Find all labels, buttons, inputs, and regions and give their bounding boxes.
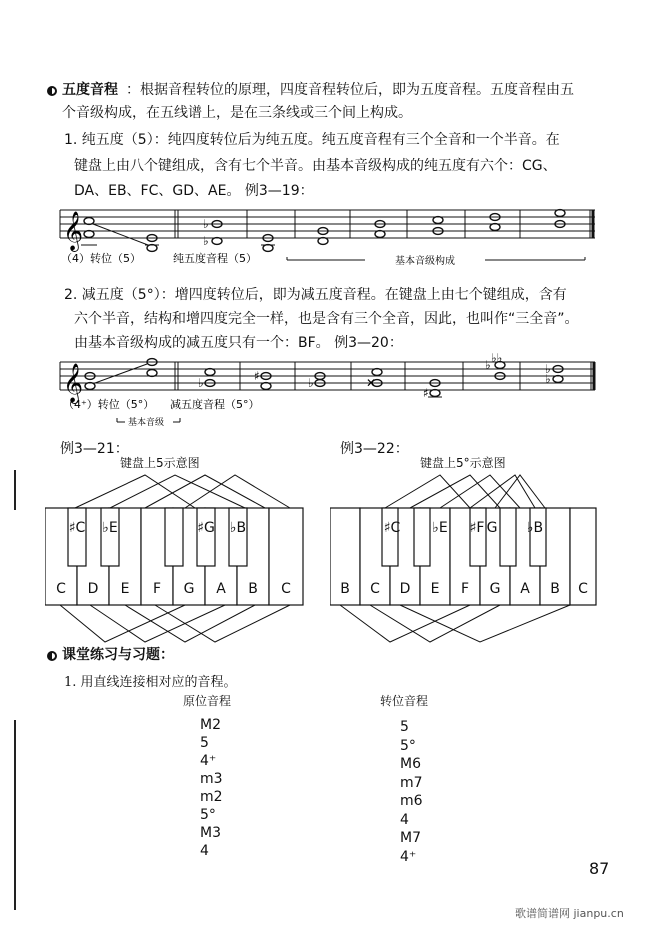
svg-text:♭♭: ♭♭ xyxy=(491,352,503,365)
watermark: 歌谱简谱网 jianpu.cn xyxy=(515,907,624,920)
svg-text:B: B xyxy=(340,581,350,597)
svg-text:♯F: ♯F xyxy=(469,520,485,536)
example-label-3-21: 例3—21： xyxy=(60,441,129,457)
svg-text:C: C xyxy=(370,581,380,597)
item2-text: 六个半音，结构和增四度完全一样，也是含有三个全音，因此，也叫作“三全音”。 xyxy=(74,311,579,327)
interval-item: m2 xyxy=(200,789,223,805)
interval-item: 4⁺ xyxy=(200,753,217,769)
svg-text:B: B xyxy=(550,581,560,597)
staff-caption: 基本音级 xyxy=(128,418,165,428)
interval-item: M3 xyxy=(200,825,221,841)
column-header-original: 原位音程 xyxy=(183,694,232,708)
example-label-3-22: 例3—22： xyxy=(340,441,409,457)
svg-text:D: D xyxy=(87,581,99,597)
item2-text: 由基本音级构成的减五度只有一个：BF。 例3—20： xyxy=(74,335,403,351)
item2-text: 2. 减五度（5°）：增四度转位后，即为减五度音程。在键盘上由七个键组成，含有 xyxy=(64,287,567,303)
interval-item: m6 xyxy=(400,793,423,809)
svg-text:♯C: ♯C xyxy=(68,520,86,536)
section-text: ：根据音程转位的原理，四度音程转位后，即为五度音程。五度音程由五 xyxy=(126,82,574,98)
svg-text:♯G: ♯G xyxy=(197,520,215,536)
svg-text:B: B xyxy=(248,581,258,597)
svg-text:♭: ♭ xyxy=(545,362,551,376)
svg-text:♭B: ♭B xyxy=(526,520,544,536)
svg-text:F: F xyxy=(460,581,470,597)
item1-text: DA、EB、FC、GD、AE。 例3—19： xyxy=(74,183,314,199)
item1-text: 键盘上由八个键组成，含有七个半音。由基本音级构成的纯五度有六个：CG、 xyxy=(74,158,557,174)
treble-clef-icon: 𝄞 xyxy=(63,211,84,251)
svg-text:♯C: ♯C xyxy=(383,520,401,536)
section-heading-fifth: 五度音程 xyxy=(62,82,118,98)
svg-text:♯: ♯ xyxy=(423,386,429,400)
svg-text:♭: ♭ xyxy=(485,358,491,372)
keyboard-diagram-diminished-fifth xyxy=(330,470,598,645)
exercise-question: 1. 用直线连接相对应的音程。 xyxy=(64,675,237,690)
column-header-inverted: 转位音程 xyxy=(380,694,429,708)
scan-edge-mark xyxy=(14,470,16,510)
section-text: 个音级构成，在五线谱上，是在三条线或三个间上构成。 xyxy=(62,105,412,121)
svg-text:F: F xyxy=(152,581,162,597)
svg-text:♭B: ♭B xyxy=(229,520,247,536)
svg-text:♭: ♭ xyxy=(545,372,551,386)
section-bullet-icon xyxy=(47,651,57,661)
staff-caption: 减五度音程（5°） xyxy=(170,398,260,411)
svg-text:E: E xyxy=(120,581,130,597)
svg-text:♭E: ♭E xyxy=(102,520,118,536)
interval-item: 5° xyxy=(400,737,416,754)
svg-text:C: C xyxy=(56,581,66,597)
item1-text: 1. 纯五度（5）：纯四度转位后为纯五度。纯五度音程有三个全音和一个半音。在 xyxy=(64,132,560,148)
scan-edge-mark xyxy=(14,720,16,910)
interval-item: 4 xyxy=(400,811,409,828)
interval-item: m7 xyxy=(400,774,423,791)
staff-example-3-20 xyxy=(55,352,605,432)
treble-clef-icon: 𝄞 xyxy=(63,363,84,403)
svg-text:♭: ♭ xyxy=(198,376,204,390)
keyboard-title-fifth: 键盘上5示意图 xyxy=(120,456,200,470)
section-heading-exercises: 课堂练习与习题： xyxy=(62,647,174,663)
staff-caption: 纯五度音程（5） xyxy=(173,252,257,265)
interval-item: M6 xyxy=(400,756,421,772)
svg-text:A: A xyxy=(520,581,530,597)
interval-item: 5° xyxy=(200,807,216,823)
interval-item: M2 xyxy=(200,717,221,733)
staff-caption: 基本音级构成 xyxy=(395,256,455,267)
svg-text:G: G xyxy=(486,520,498,536)
svg-text:A: A xyxy=(216,581,226,597)
staff-example-3-19 xyxy=(55,200,605,272)
svg-text:C: C xyxy=(578,581,588,597)
svg-text:♭: ♭ xyxy=(203,217,209,231)
section-bullet-icon xyxy=(47,86,57,96)
interval-item: 4 xyxy=(200,843,209,859)
svg-text:C: C xyxy=(281,581,291,597)
svg-text:E: E xyxy=(430,581,440,597)
interval-item: 4⁺ xyxy=(400,848,417,865)
interval-item: M7 xyxy=(400,830,421,846)
keyboard-diagram-perfect-fifth xyxy=(45,470,307,645)
svg-text:G: G xyxy=(183,581,195,597)
svg-text:♯: ♯ xyxy=(254,369,260,383)
interval-item: 5 xyxy=(400,719,409,735)
staff-caption: （4⁺）转位（5°） xyxy=(63,398,155,411)
svg-text:D: D xyxy=(399,581,411,597)
interval-item: 5 xyxy=(200,735,209,751)
staff-caption: （4）转位（5） xyxy=(61,252,141,265)
svg-text:♭: ♭ xyxy=(308,376,314,390)
keyboard-title-dim-fifth: 键盘上5°示意图 xyxy=(420,456,506,470)
page-number: 87 xyxy=(589,859,610,878)
svg-text:♭E: ♭E xyxy=(432,520,448,536)
svg-text:✕: ✕ xyxy=(366,376,377,390)
svg-text:♭: ♭ xyxy=(203,234,209,248)
svg-text:G: G xyxy=(489,581,501,597)
interval-item: m3 xyxy=(200,771,223,787)
